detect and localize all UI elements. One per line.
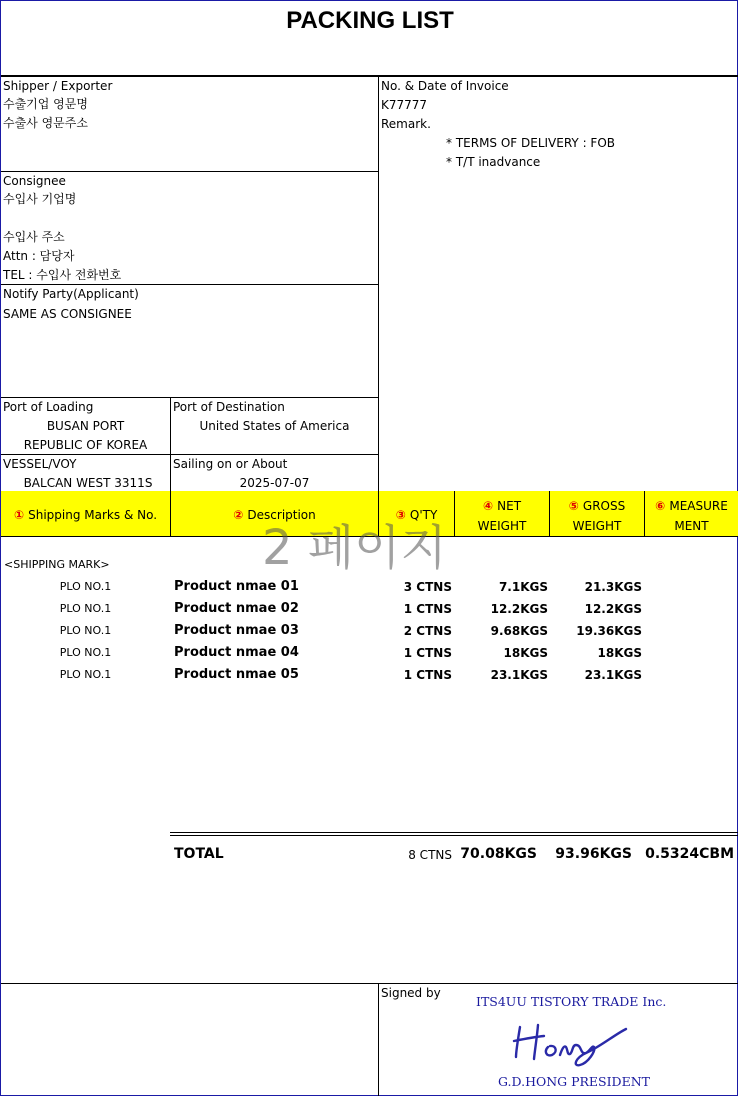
shipper-address: 수출사 영문주소 [3,116,88,130]
row-gross-weight: 21.3KGS [584,580,642,594]
col6-label-b: MENT [674,519,709,533]
port-loading-line2: REPUBLIC OF KOREA [23,438,148,452]
col2-label: Description [247,508,316,522]
row-mark: PLO NO.1 [59,580,112,593]
signature-vertical-divider [378,983,379,1096]
signature-name: G.D.HONG PRESIDENT [498,1074,650,1089]
consignee-tel: TEL : 수입사 전화번호 [3,268,122,282]
shipper-name: 수출기업 영문명 [3,97,88,111]
notify-label: Notify Party(Applicant) [3,287,139,301]
col1-number: ① [13,508,25,522]
invoice-label: No. & Date of Invoice [381,79,509,93]
row-description: Product nmae 02 [174,601,299,616]
row-net-weight: 9.68KGS [490,624,548,638]
consignee-attn: Attn : 담당자 [3,249,75,263]
row-qty: 3 CTNS [403,580,452,594]
row-net-weight: 23.1KGS [490,668,548,682]
row-qty: 1 CTNS [403,668,452,682]
title-divider [1,75,738,77]
col6-label-a: MEASURE [669,499,728,513]
row-net-weight: 18KGS [503,646,548,660]
vessel-label: VESSEL/VOY [3,457,77,471]
row-gross-weight: 18KGS [597,646,642,660]
port-destination-value: United States of America [199,419,350,433]
total-qty: 8 CTNS [408,848,452,862]
row-description: Product nmae 03 [174,623,299,638]
page-watermark: 2 페이지 [262,520,447,576]
consignee-address: 수입사 주소 [3,230,65,244]
signed-by-label: Signed by [381,986,441,1000]
row-description: Product nmae 05 [174,667,299,682]
col5-label-a: GROSS [582,499,626,513]
col3-number: ③ [395,508,406,522]
remark-payment: * T/T inadvance [446,155,541,169]
row-net-weight: 7.1KGS [498,580,548,594]
total-line-1 [170,832,738,833]
row-gross-weight: 19.36KGS [576,624,642,638]
vessel-value: BALCAN WEST 3311S [23,476,153,490]
total-label: TOTAL [174,846,224,862]
port-loading-line1: BUSAN PORT [46,419,125,433]
col5-label-b: WEIGHT [572,519,622,533]
sailing-value: 2025-07-07 [239,476,310,490]
total-net-weight: 70.08KGS [460,846,537,862]
signature-company: ITS4UU TISTORY TRADE Inc. [476,994,667,1009]
total-gross-weight: 93.96KGS [555,846,632,862]
invoice-number: K77777 [381,98,428,112]
col4-number: ④ [482,499,494,513]
signature-divider [1,983,738,984]
shipper-label: Shipper / Exporter [3,79,113,93]
col-header-net-weight [455,491,550,536]
row-description: Product nmae 01 [174,579,299,594]
row-description: Product nmae 04 [174,645,299,660]
row-qty: 1 CTNS [403,646,452,660]
row-gross-weight: 12.2KGS [584,602,642,616]
page-title: PACKING LIST [286,7,454,34]
row-mark: PLO NO.1 [59,624,112,637]
consignee-divider [1,284,378,285]
col-header-measurement [645,491,738,536]
shipping-mark-label: <SHIPPING MARK> [4,558,110,571]
handwritten-signature [510,1017,634,1067]
col4-label-b: WEIGHT [477,519,527,533]
remark-terms: * TERMS OF DELIVERY : FOB [446,136,616,150]
left-right-divider [378,76,379,491]
row-net-weight: 12.2KGS [490,602,548,616]
total-measurement: 0.5324CBM [645,846,734,862]
remark-label: Remark. [381,117,431,131]
col4-label-a: NET [497,499,522,513]
consignee-company: 수입사 기업명 [3,192,77,206]
row-gross-weight: 23.1KGS [584,668,642,682]
col1-label: Shipping Marks & No. [28,508,158,522]
port-loading-label: Port of Loading [3,400,94,414]
col5-number: ⑤ [568,499,579,513]
col-header-gross-weight [550,491,645,536]
row-mark: PLO NO.1 [59,668,112,681]
notify-value: SAME AS CONSIGNEE [3,307,132,321]
shipper-divider [1,171,378,172]
row-qty: 1 CTNS [403,602,452,616]
sailing-label: Sailing on or About [173,457,288,471]
total-line-2 [170,835,738,836]
row-qty: 2 CTNS [403,624,452,638]
col3-label: Q'TY [409,508,438,522]
row-mark: PLO NO.1 [59,646,112,659]
port-destination-label: Port of Destination [173,400,285,414]
consignee-label: Consignee [3,174,66,188]
col6-number: ⑥ [655,499,666,513]
port-divider [1,454,378,455]
row-mark: PLO NO.1 [59,602,112,615]
notify-divider [1,397,378,398]
col-header-shipping-marks [1,491,171,536]
col2-number: ② [233,508,244,522]
